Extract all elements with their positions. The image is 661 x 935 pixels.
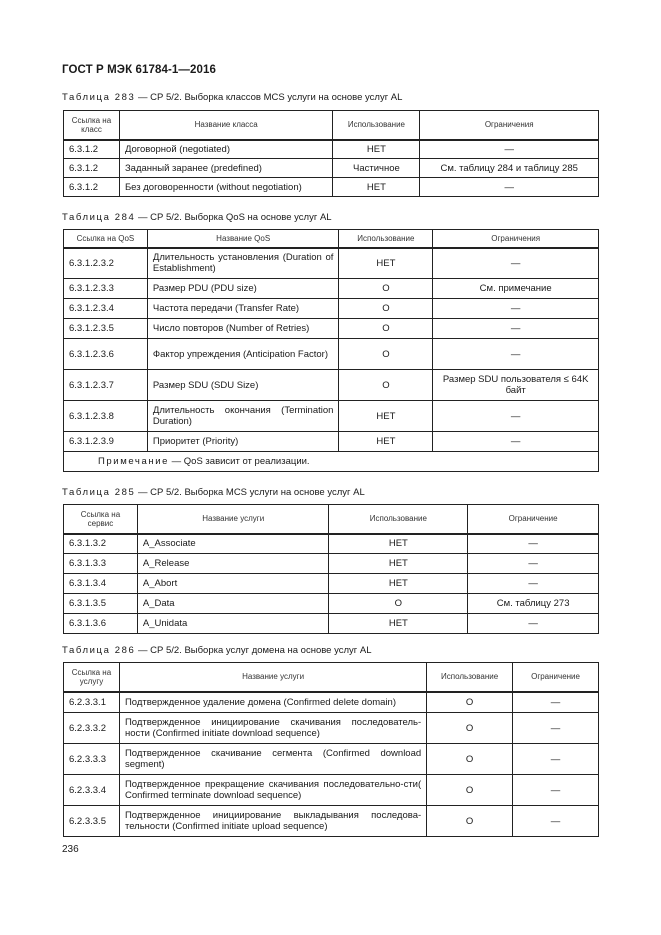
table-283: [63, 110, 599, 197]
table-caption-text: — СР 5/2. Выборка классов MCS услуги на основе услуг AL: [135, 92, 403, 103]
table-note: [64, 452, 599, 472]
cell-name: Фактор упреждения (Anticipation Factor): [147, 339, 339, 370]
table-row: [64, 775, 599, 806]
cell-name: Договорной (negotiated): [119, 140, 333, 159]
table-285: [63, 504, 599, 634]
cell-ref: 6.3.1.2.3.2: [64, 248, 148, 279]
column-header: Ссылка на QoS: [64, 230, 148, 248]
cell-restriction: —: [468, 614, 599, 634]
cell-name: Подтвержденное инициирование выкладывания последова-тельности (Confirmed initiate upload sequence): [119, 806, 426, 837]
cell-restriction: —: [420, 140, 599, 159]
table-row: [64, 401, 599, 432]
cell-name: Частота передачи (Transfer Rate): [147, 299, 339, 319]
cell-usage: О: [339, 339, 433, 370]
table-row: [64, 713, 599, 744]
note-label: Примечание: [98, 456, 169, 467]
cell-name: Число повторов (Number of Retries): [147, 319, 339, 339]
table-row: [64, 692, 599, 713]
cell-ref: 6.3.1.2: [64, 178, 120, 197]
cell-ref: 6.3.1.3.5: [64, 594, 138, 614]
cell-usage: О: [339, 279, 433, 299]
table-row: [64, 370, 599, 401]
cell-name: A_Associate: [137, 534, 329, 554]
cell-name: A_Release: [137, 554, 329, 574]
column-header: Название услуги: [119, 663, 426, 692]
cell-name: A_Data: [137, 594, 329, 614]
cell-usage: НЕТ: [329, 614, 468, 634]
cell-usage: НЕТ: [333, 178, 420, 197]
cell-ref: 6.3.1.2.3.9: [64, 432, 148, 452]
table-caption-label: Таблица 284: [62, 212, 136, 223]
column-header: Использование: [427, 663, 513, 692]
table-row: [64, 140, 599, 159]
table-caption-text: — СР 5/2. Выборка услуг домена на основе услуг AL: [135, 645, 372, 656]
cell-ref: 6.3.1.2.3.7: [64, 370, 148, 401]
table-row: [64, 614, 599, 634]
cell-ref: 6.2.3.3.3: [64, 744, 120, 775]
cell-usage: НЕТ: [329, 574, 468, 594]
column-header: Ограничение: [468, 505, 599, 534]
cell-restriction: См. таблицу 273: [468, 594, 599, 614]
cell-usage: О: [427, 692, 513, 713]
table-row: [64, 594, 599, 614]
column-header: Ссылка на сервис: [64, 505, 138, 534]
cell-name: Подтвержденное скачивание сегмента (Confirmed download segment): [119, 744, 426, 775]
cell-restriction: —: [433, 319, 599, 339]
cell-usage: О: [427, 713, 513, 744]
table-row: [64, 744, 599, 775]
cell-name: Длительность окончания (Termination Duration): [147, 401, 339, 432]
column-header: Использование: [333, 111, 420, 140]
cell-ref: 6.3.1.3.3: [64, 554, 138, 574]
table-caption-text: — СР 5/2. Выборка MCS услуги на основе услуг AL: [135, 487, 365, 498]
cell-restriction: —: [513, 744, 599, 775]
cell-restriction: —: [513, 775, 599, 806]
column-header: Название QoS: [147, 230, 339, 248]
cell-usage: О: [427, 806, 513, 837]
cell-ref: 6.2.3.3.5: [64, 806, 120, 837]
cell-usage: О: [427, 775, 513, 806]
table-caption-label: Таблица 285: [62, 487, 136, 498]
table-284: [63, 229, 599, 472]
cell-restriction: —: [420, 178, 599, 197]
note-text: — QoS зависит от реализации.: [169, 456, 310, 467]
cell-usage: НЕТ: [339, 248, 433, 279]
table-row: [64, 534, 599, 554]
cell-name: Размер SDU (SDU Size): [147, 370, 339, 401]
table-286: [63, 662, 599, 837]
table-caption-text: — СР 5/2. Выборка QoS на основе услуг AL: [135, 212, 332, 223]
cell-restriction: —: [433, 299, 599, 319]
column-header: Использование: [339, 230, 433, 248]
cell-name: Приоритет (Priority): [147, 432, 339, 452]
page-number: 236: [62, 844, 79, 855]
table-285-caption: [62, 487, 365, 498]
cell-restriction: —: [468, 534, 599, 554]
table-row: [64, 806, 599, 837]
cell-restriction: См. таблицу 284 и таблицу 285: [420, 159, 599, 178]
table-row: [64, 159, 599, 178]
table-caption-label: Таблица 283: [62, 92, 136, 103]
cell-name: A_Abort: [137, 574, 329, 594]
cell-name: Подтвержденное прекращение скачивания последовательно-сти( Confirmed terminate download sequence): [119, 775, 426, 806]
column-header: Название услуги: [137, 505, 329, 534]
table-286-caption: [62, 645, 372, 656]
cell-ref: 6.2.3.3.4: [64, 775, 120, 806]
cell-ref: 6.3.1.2: [64, 140, 120, 159]
cell-ref: 6.2.3.3.2: [64, 713, 120, 744]
cell-usage: О: [339, 299, 433, 319]
cell-restriction: —: [513, 806, 599, 837]
table-row: [64, 319, 599, 339]
column-header: Ограничения: [433, 230, 599, 248]
document-header: ГОСТ Р МЭК 61784-1—2016: [62, 64, 216, 76]
cell-restriction: См. примечание: [433, 279, 599, 299]
table-row: [64, 339, 599, 370]
table-caption-label: Таблица 286: [62, 645, 136, 656]
cell-usage: НЕТ: [339, 401, 433, 432]
table-note-row: [64, 452, 599, 472]
table-row: [64, 248, 599, 279]
column-header: Ссылка на услугу: [64, 663, 120, 692]
cell-restriction: —: [433, 432, 599, 452]
table-row: [64, 432, 599, 452]
column-header: Ограничения: [420, 111, 599, 140]
cell-ref: 6.3.1.2.3.5: [64, 319, 148, 339]
cell-name: Заданный заранее (predefined): [119, 159, 333, 178]
table-283-caption: [62, 92, 402, 103]
cell-restriction: —: [433, 339, 599, 370]
cell-ref: 6.3.1.2.3.6: [64, 339, 148, 370]
cell-restriction: —: [433, 401, 599, 432]
cell-name: Подтвержденное удаление домена (Confirmed delete domain): [119, 692, 426, 713]
cell-usage: О: [329, 594, 468, 614]
cell-usage: О: [339, 319, 433, 339]
cell-usage: НЕТ: [333, 140, 420, 159]
cell-usage: О: [427, 744, 513, 775]
cell-ref: 6.3.1.3.6: [64, 614, 138, 634]
column-header: Использование: [329, 505, 468, 534]
cell-ref: 6.3.1.2.3.8: [64, 401, 148, 432]
cell-ref: 6.3.1.3.2: [64, 534, 138, 554]
cell-name: Длительность установления (Duration of Establishment): [147, 248, 339, 279]
cell-ref: 6.3.1.2.3.4: [64, 299, 148, 319]
cell-usage: Частичное: [333, 159, 420, 178]
table-row: [64, 299, 599, 319]
table-row: [64, 554, 599, 574]
cell-ref: 6.2.3.3.1: [64, 692, 120, 713]
cell-usage: НЕТ: [329, 554, 468, 574]
cell-usage: НЕТ: [329, 534, 468, 554]
cell-restriction: Размер SDU пользователя ≤ 64K байт: [433, 370, 599, 401]
cell-restriction: —: [513, 713, 599, 744]
column-header: Название класса: [119, 111, 333, 140]
cell-name: Без договоренности (without negotiation): [119, 178, 333, 197]
cell-restriction: —: [513, 692, 599, 713]
cell-ref: 6.3.1.3.4: [64, 574, 138, 594]
cell-restriction: —: [468, 554, 599, 574]
cell-restriction: —: [468, 574, 599, 594]
table-row: [64, 178, 599, 197]
table-row: [64, 574, 599, 594]
cell-restriction: —: [433, 248, 599, 279]
column-header: Ссылка на класс: [64, 111, 120, 140]
cell-name: Подтвержденное инициирование скачивания последователь-ности (Confirmed initiate download sequence): [119, 713, 426, 744]
cell-usage: НЕТ: [339, 432, 433, 452]
column-header: Ограничение: [513, 663, 599, 692]
cell-ref: 6.3.1.2: [64, 159, 120, 178]
table-284-caption: [62, 212, 332, 223]
table-row: [64, 279, 599, 299]
cell-name: Размер PDU (PDU size): [147, 279, 339, 299]
cell-ref: 6.3.1.2.3.3: [64, 279, 148, 299]
cell-name: A_Unidata: [137, 614, 329, 634]
cell-usage: О: [339, 370, 433, 401]
